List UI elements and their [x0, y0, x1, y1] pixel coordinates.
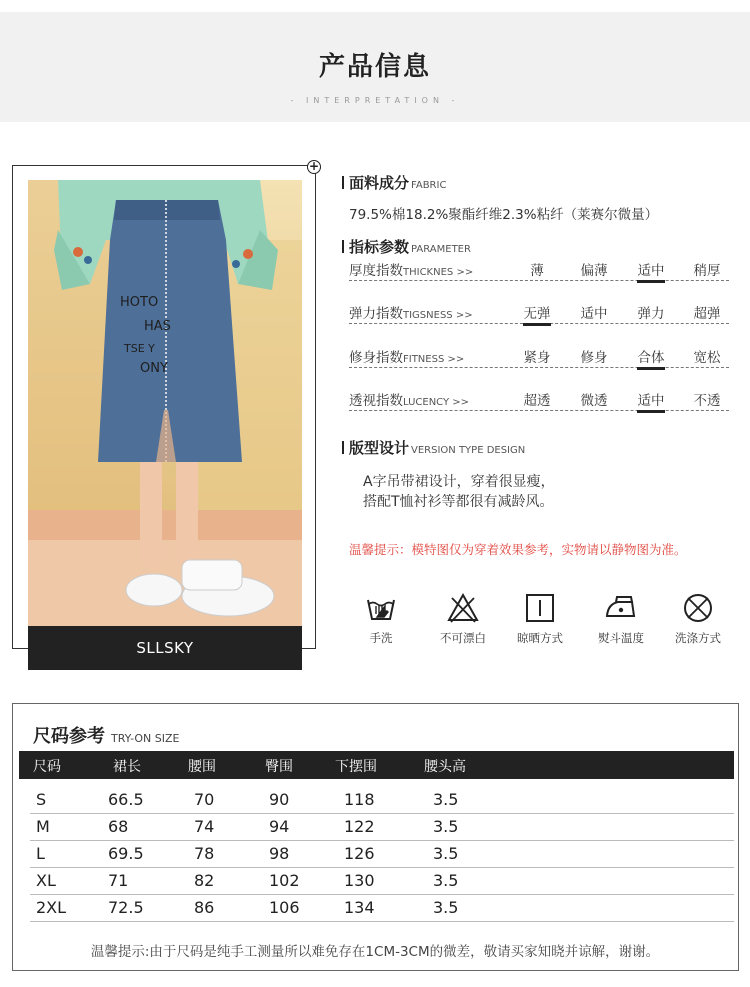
care-hand-wash: 手洗 [346, 592, 416, 646]
skirt-text-1: HOTO [120, 295, 159, 310]
parameter-option: 偏薄 [580, 263, 608, 279]
header-waist: 腰围 [188, 759, 216, 775]
parameter-row [349, 389, 729, 411]
size-cell: M [36, 817, 50, 836]
care-iron: 熨斗温度 [586, 592, 656, 646]
size-cell: 102 [269, 871, 300, 890]
size-cell: 70 [194, 790, 215, 809]
size-cell: 3.5 [433, 898, 459, 917]
parameter-option: 弹力 [637, 306, 665, 322]
size-cell: 78 [194, 844, 215, 863]
parameter-option: 薄 [530, 263, 544, 279]
parameter-label: 弹力指数TIGSNESS >> [349, 306, 473, 322]
header-waistband: 腰头高 [424, 759, 466, 775]
fabric-composition: 79.5%棉18.2%聚酯纤维2.3%粘纤（莱赛尔微量） [349, 207, 659, 223]
size-cell: 82 [194, 871, 215, 890]
parameter-option: 超透 [523, 393, 551, 409]
size-chart-note: 温馨提示:由于尺码是纯手工测量所以难免存在1CM-3CM的微差，敬请买家知晓并谅解，谢谢。 [90, 944, 660, 960]
parameter-row [349, 259, 729, 281]
skirt-text-4: ONY [140, 361, 168, 376]
size-cell: 86 [194, 898, 215, 917]
size-chart-title: 尺码参考 TRY-ON SIZE [33, 726, 180, 747]
parameter-label: 修身指数FITNESS >> [349, 350, 465, 366]
size-cell: 3.5 [433, 871, 459, 890]
fabric-section-title: 面料成分 FABRIC [342, 172, 446, 193]
model-notice: 温馨提示：模特图仅为穿着效果参考，实物请以静物图为准。 [349, 542, 687, 557]
size-cell: 106 [269, 898, 300, 917]
size-cell: L [36, 844, 45, 863]
size-cell: 2XL [36, 898, 67, 917]
size-cell: 90 [269, 790, 290, 809]
parameter-option: 适中 [580, 306, 608, 322]
size-table-row [30, 814, 734, 841]
size-cell: 130 [344, 871, 375, 890]
size-cell: 72.5 [108, 898, 144, 917]
size-table-row [30, 895, 734, 922]
page-title: 产品信息 [318, 52, 431, 82]
no-bleach-icon [447, 592, 479, 624]
size-cell: S [36, 790, 47, 809]
header-hip: 臀围 [265, 759, 293, 775]
care-no-bleach: 不可漂白 [428, 592, 498, 646]
plus-icon: + [308, 159, 320, 173]
parameter-row [349, 346, 729, 368]
version-description: A字吊带裙设计，穿着很显瘦， 搭配T恤衬衫等都很有减龄风。 [363, 474, 555, 510]
size-cell: 3.5 [433, 817, 459, 836]
hang-dry-icon [524, 592, 556, 624]
size-table-row [30, 841, 734, 868]
skirt-text-2: HAS [144, 319, 171, 334]
size-cell: 68 [108, 817, 129, 836]
header-size: 尺码 [33, 759, 61, 775]
parameter-option-selected: 合体 [631, 346, 671, 366]
size-cell: 69.5 [108, 844, 144, 863]
size-cell: 3.5 [433, 844, 459, 863]
parameter-option-selected: 无弹 [517, 302, 557, 322]
size-cell: 122 [344, 817, 375, 836]
iron-icon [604, 592, 638, 624]
size-cell: 3.5 [433, 790, 459, 809]
size-chart-header [19, 751, 734, 779]
size-cell: XL [36, 871, 56, 890]
parameter-option: 微透 [580, 393, 608, 409]
version-section-title: 版型设计 VERSION TYPE DESIGN [342, 437, 525, 458]
size-cell: 74 [194, 817, 215, 836]
header-length: 裙长 [113, 759, 141, 775]
size-cell: 126 [344, 844, 375, 863]
skirt-text-3: TSE Y [124, 342, 155, 355]
brand-label: SLLSKY [28, 626, 302, 670]
care-hang-dry: 晾晒方式 [505, 592, 575, 646]
size-cell: 118 [344, 790, 375, 809]
parameter-option-selected: 适中 [631, 259, 671, 279]
size-cell: 98 [269, 844, 290, 863]
parameter-option: 稍厚 [693, 263, 721, 279]
size-cell: 71 [108, 871, 129, 890]
parameter-option: 修身 [580, 350, 608, 366]
parameter-option-selected: 适中 [631, 389, 671, 409]
parameter-row [349, 302, 729, 324]
parameter-option: 超弹 [693, 306, 721, 322]
size-cell: 66.5 [108, 790, 144, 809]
size-table-row [30, 868, 734, 895]
parameter-label: 厚度指数THICKNES >> [349, 263, 474, 279]
care-no-dry-clean: 洗涤方式 [663, 592, 733, 646]
size-cell: 134 [344, 898, 375, 917]
parameter-section-title: 指标参数 PARAMETER [342, 236, 471, 257]
size-table-row [30, 787, 734, 814]
page-subtitle: - INTERPRETATION - [290, 96, 460, 105]
product-info-header [0, 12, 750, 122]
product-photo [28, 180, 302, 626]
hand-wash-icon [365, 592, 397, 624]
parameter-option: 不透 [693, 393, 721, 409]
parameter-option: 宽松 [693, 350, 721, 366]
no-dry-clean-icon [682, 592, 714, 624]
size-cell: 94 [269, 817, 290, 836]
parameter-label: 透视指数LUCENCY >> [349, 393, 470, 409]
header-hem: 下摆围 [335, 759, 377, 775]
parameter-option: 紧身 [523, 350, 551, 366]
